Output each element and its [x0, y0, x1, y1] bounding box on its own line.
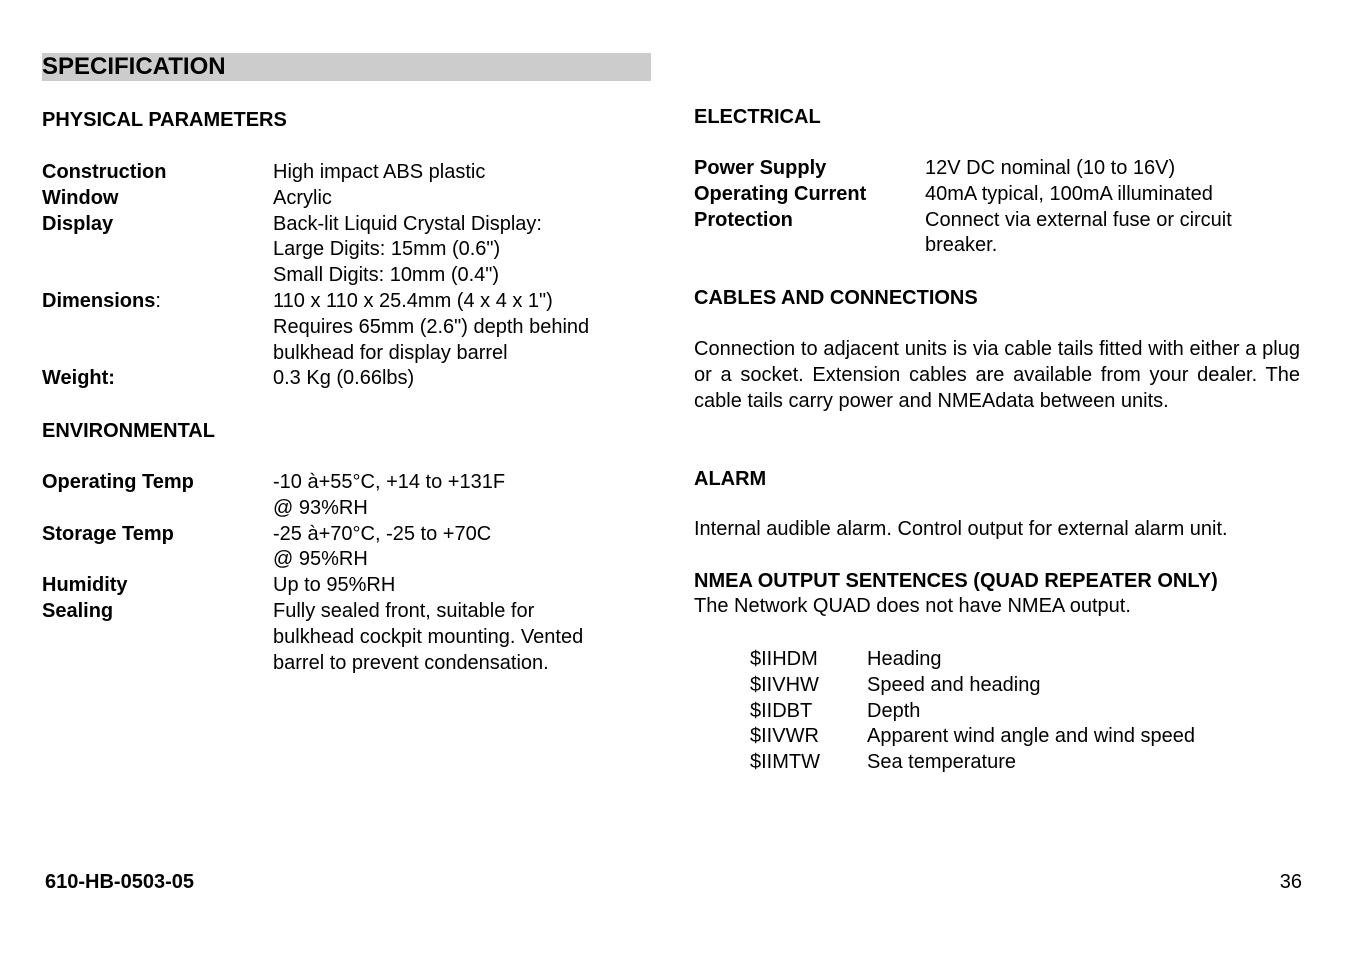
spec-label: Sealing [42, 599, 114, 622]
nmea-heading: NMEA OUTPUT SENTENCES (QUAD REPEATER ONLY) [694, 570, 1218, 592]
cables-heading: CABLES AND CONNECTIONS [694, 287, 978, 309]
spec-value: Back-lit Liquid Crystal Display: [273, 212, 542, 235]
nmea-code: $IIHDM [750, 648, 818, 670]
spec-label: Window [42, 186, 119, 209]
spec-value: -25 à+70°C, -25 to +70C [273, 522, 492, 545]
spec-value: Requires 65mm (2.6") depth behind [273, 315, 590, 338]
nmea-code: $IIVHW [750, 673, 819, 696]
spec-label [42, 341, 273, 367]
nmea-description: Depth [867, 699, 921, 722]
spec-label: Storage Temp [42, 522, 174, 545]
nmea-code: $IIDBT [750, 699, 813, 722]
cables-paragraph: Connection to adjacent units is via cable tails fitted with either a plug or a socket. Extension cables are available from your dealer. The cable tails carry power and NMEAdata between units. [694, 338, 1300, 412]
spec-value: barrel to prevent condensation. [273, 651, 549, 674]
spec-label: Operating Current [694, 182, 867, 205]
electrical-table [694, 156, 1300, 259]
nmea-description: Heading [867, 648, 942, 670]
nmea-description: Sea temperature [867, 751, 1016, 774]
physical-heading: PHYSICAL PARAMETERS [42, 109, 287, 131]
spec-label: Construction [42, 161, 167, 183]
spec-label: Protection [694, 208, 793, 231]
spec-value: 40mA typical, 100mA illuminated [925, 182, 1213, 205]
spec-label [42, 625, 273, 651]
spec-label [42, 237, 273, 263]
nmea-description: Speed and heading [867, 673, 1041, 696]
spec-value: Fully sealed front, suitable for [273, 599, 535, 622]
nmea-note: The Network QUAD does not have NMEA output. [694, 595, 1131, 617]
spec-label [42, 496, 273, 522]
spec-value: Small Digits: 10mm (0.4") [273, 264, 500, 287]
dimensions-label-text: Dimensions [42, 289, 156, 312]
spec-label [42, 315, 273, 341]
spec-label [42, 651, 273, 677]
spec-label [694, 233, 925, 259]
spec-value: -10 à+55°C, +14 to +131F [273, 471, 506, 493]
spec-value: Connect via external fuse or circuit [925, 208, 1232, 231]
electrical-heading: ELECTRICAL [694, 106, 821, 128]
nmea-code: $IIVWR [750, 725, 819, 748]
spec-value: 12V DC nominal (10 to 16V) [925, 157, 1176, 179]
spec-label: Humidity [42, 574, 128, 597]
page-number: 36 [1279, 871, 1302, 893]
spec-label: Display [42, 212, 114, 235]
spec-label: Operating Temp [42, 471, 194, 493]
spec-value: @ 93%RH [273, 496, 368, 519]
spec-value: @ 95%RH [273, 548, 368, 571]
spec-label [42, 547, 273, 573]
spec-label: Power Supply [694, 157, 827, 179]
nmea-description: Apparent wind angle and wind speed [867, 725, 1196, 748]
environmental-table [42, 470, 643, 676]
physical-table [42, 160, 643, 392]
spec-label-dimensions [42, 289, 273, 315]
spec-value: 110 x 110 x 25.4mm (4 x 4 x 1") [273, 289, 553, 312]
nmea-code: $IIMTW [750, 751, 820, 774]
spec-label: Weight: [42, 367, 115, 390]
document-number: 610-HB-0503-05 [45, 871, 194, 893]
spec-value: bulkhead for display barrel [273, 341, 508, 364]
alarm-paragraph: Internal audible alarm. Control output for external alarm unit. [694, 518, 1228, 540]
spec-value: breaker. [925, 234, 998, 257]
spec-value: bulkhead cockpit mounting. Vented [273, 625, 584, 648]
spec-label [42, 263, 273, 289]
spec-value: Acrylic [273, 186, 332, 209]
nmea-sentence-table [750, 647, 1267, 776]
spec-value: Large Digits: 15mm (0.6") [273, 238, 501, 261]
dimensions-colon: : [155, 289, 161, 312]
spec-value: High impact ABS plastic [273, 161, 486, 183]
alarm-heading: ALARM [694, 468, 767, 490]
environmental-heading: ENVIRONMENTAL [42, 420, 215, 442]
spec-value: 0.3 Kg (0.66lbs) [273, 367, 415, 390]
spec-value: Up to 95%RH [273, 574, 396, 597]
page-title: SPECIFICATION [42, 53, 226, 80]
